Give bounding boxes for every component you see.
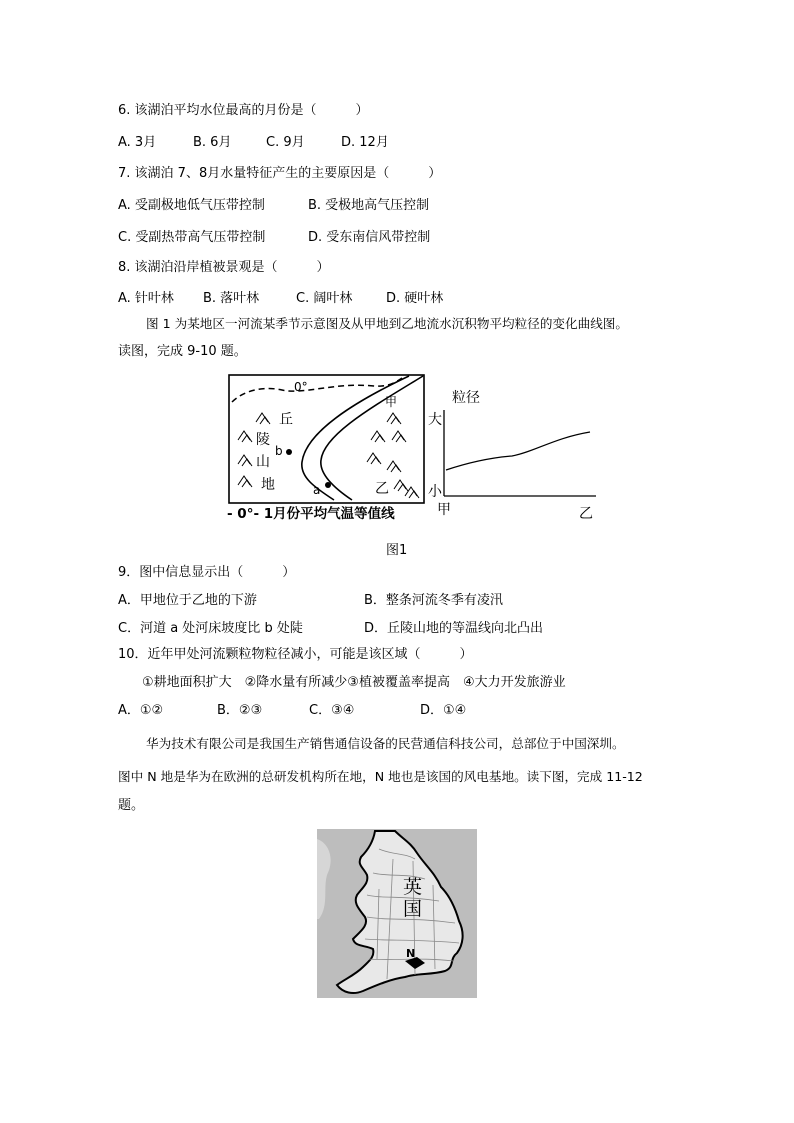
q8-option-d: D. 硬叶林	[386, 291, 444, 306]
q6-option-a: A. 3月	[118, 135, 157, 150]
q10-option-d: D．①④	[420, 703, 467, 718]
q10-option-c: C．③④	[309, 703, 355, 718]
chart-x-end: 乙	[579, 506, 593, 522]
point-a-label: a	[313, 483, 321, 497]
q8-stem: 8. 该湖泊沿岸植被景观是（ ）	[118, 260, 330, 275]
yi-label: 乙	[375, 481, 389, 497]
q10-stem: 10．近年甲处河流颗粒物粒径减小，可能是该区域（ ）	[118, 647, 473, 662]
map-point-n-label: N	[406, 947, 416, 960]
q10-option-b: B．②③	[217, 703, 263, 718]
q7-stem: 7. 该湖泊 7、8月水量特征产生的主要原因是（ ）	[118, 166, 442, 181]
hill-char-2: 陵	[256, 432, 270, 448]
figure-1-caption: 图1	[386, 543, 408, 558]
isotherm-legend: - 0°- 1月份平均气温等值线	[227, 506, 395, 522]
intro1-line2: 读图，完成 9-10 题。	[118, 344, 247, 359]
point-a-dot	[325, 482, 331, 488]
intro2-line1: 华为技术有限公司是我国生产销售通信设备的民营通信科技公司，总部位于中国深圳。	[146, 736, 625, 751]
q8-option-a: A. 针叶林	[118, 291, 174, 306]
q7-option-d: D. 受东南信风带控制	[308, 230, 431, 245]
hill-char-1: 丘	[279, 412, 293, 428]
figure-1	[224, 372, 600, 524]
map-country-char-1: 英	[403, 876, 423, 898]
chart-x-start: 甲	[437, 502, 451, 518]
q9-option-a: A．甲地位于乙地的下游	[118, 593, 257, 608]
chart-ylabel: 粒径	[452, 390, 480, 406]
point-b-dot	[286, 449, 292, 455]
q6-stem: 6. 该湖泊平均水位最高的月份是（ ）	[118, 103, 369, 118]
point-b-label: b	[275, 444, 283, 458]
q6-option-c: C. 9月	[266, 135, 305, 150]
q10-option-a: A．①②	[118, 703, 164, 718]
q8-option-b: B. 落叶林	[203, 291, 260, 306]
q9-stem: 9．图中信息显示出（ ）	[118, 565, 296, 580]
q10-choices: ①耕地面积扩大 ②降水量有所减少③植被覆盖率提高 ④大力开发旅游业	[142, 675, 566, 690]
q9-option-c: C．河道 a 处河床坡度比 b 处陡	[118, 621, 303, 636]
q7-option-c: C. 受副热带高气压带控制	[118, 230, 266, 245]
intro2-line2: 图中 N 地是华为在欧洲的总研发机构所在地，N 地也是该国的风电基地。读下图，完成 11-12	[118, 769, 643, 784]
q7-option-b: B. 受极地高气压控制	[308, 198, 430, 213]
q6-option-b: B. 6月	[193, 135, 232, 150]
grain-size-curve	[446, 432, 590, 470]
map-country-char-2: 国	[403, 898, 423, 920]
isotherm-label: 0°	[294, 380, 308, 394]
jia-label: 甲	[385, 395, 398, 409]
hill-char-4: 地	[261, 477, 275, 493]
q7-option-a: A. 受副极地低气压带控制	[118, 198, 265, 213]
q9-option-d: D．丘陵山地的等温线向北凸出	[364, 621, 544, 636]
uk-map	[317, 829, 477, 998]
intro1-line1: 图 1 为某地区一河流某季节示意图及从甲地到乙地流水沉积物平均粒径的变化曲线图。	[146, 316, 628, 331]
chart-big: 大	[428, 412, 442, 428]
q8-option-c: C. 阔叶林	[296, 291, 353, 306]
intro2-line3: 题。	[118, 798, 145, 813]
q6-option-d: D. 12月	[341, 135, 389, 150]
chart-small: 小	[428, 484, 442, 500]
q9-option-b: B．整条河流冬季有凌汛	[364, 593, 503, 608]
hill-char-3: 山	[256, 454, 270, 470]
